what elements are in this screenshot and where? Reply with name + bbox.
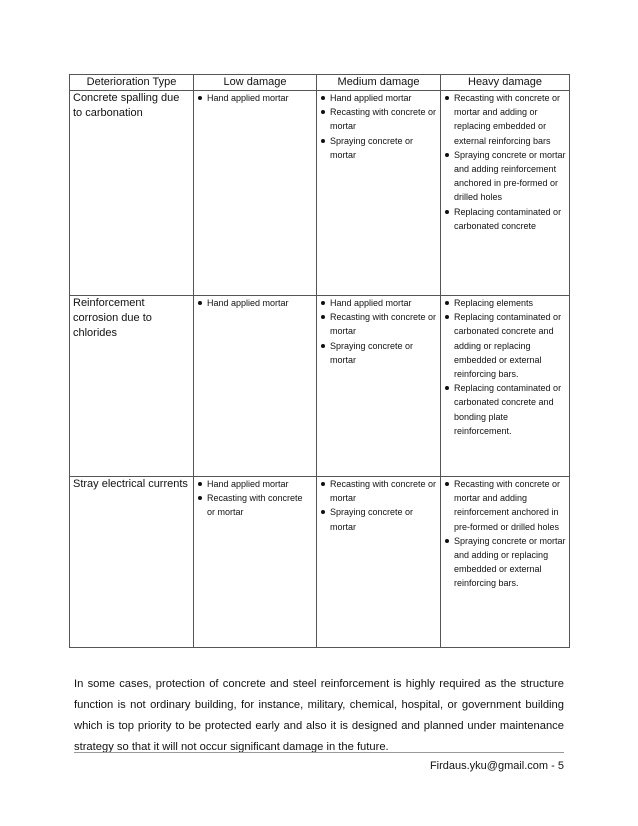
method-item: Hand applied mortar (320, 91, 437, 105)
method-item: Spraying concrete or mortar and adding or replacing embedded or external reinforcing bars. (444, 534, 566, 591)
method-item: Spraying concrete or mortar and adding reinforcement anchored in pre-formed or drilled holes (444, 148, 566, 205)
page-number: - 5 (551, 760, 564, 772)
table-row (70, 477, 570, 648)
low-damage-cell (194, 296, 317, 477)
method-list (197, 296, 313, 310)
heavy-damage-cell (441, 296, 570, 477)
header-low-damage: Low damage (194, 75, 317, 91)
footer-divider (74, 752, 564, 753)
deterioration-type-cell: Reinforcement corrosion due to chlorides (70, 296, 194, 477)
low-damage-cell (194, 91, 317, 296)
method-item: Hand applied mortar (197, 91, 313, 105)
method-item: Replacing contaminated or carbonated concrete (444, 205, 566, 233)
table-row (70, 296, 570, 477)
table-header-row (70, 75, 570, 91)
deterioration-table (69, 74, 570, 648)
table-row (70, 91, 570, 296)
heavy-damage-cell (441, 91, 570, 296)
header-deterioration-type: Deterioration Type (70, 75, 194, 91)
method-list (197, 91, 313, 105)
header-heavy-damage: Heavy damage (441, 75, 570, 91)
method-item: Recasting with concrete or mortar (320, 105, 437, 133)
heavy-damage-cell (441, 477, 570, 648)
method-item: Recasting with concrete or mortar and adding or replacing embedded or external reinforcing bars (444, 91, 566, 148)
method-list (320, 296, 437, 367)
method-item: Hand applied mortar (320, 296, 437, 310)
page-footer (430, 759, 564, 773)
deterioration-type-cell: Concrete spalling due to carbonation (70, 91, 194, 296)
method-item: Hand applied mortar (197, 296, 313, 310)
method-item: Hand applied mortar (197, 477, 313, 491)
method-item: Recasting with concrete or mortar (197, 491, 313, 519)
method-item: Spraying concrete or mortar (320, 134, 437, 162)
method-item: Recasting with concrete or mortar (320, 310, 437, 338)
body-paragraph: In some cases, protection of concrete and steel reinforcement is highly required as the structure function is not ordinary building, for instance, military, chemical, hospital, or government building which is top priority to be protected early and also it is designed and planned under maintenance strategy so that it will not occur significant damage in the future. (74, 678, 564, 753)
method-item: Replacing contaminated or carbonated concrete and adding or replacing embedded or external reinforcing bars. (444, 310, 566, 381)
medium-damage-cell (317, 477, 441, 648)
medium-damage-cell (317, 296, 441, 477)
method-list (320, 477, 437, 534)
method-item: Replacing elements (444, 296, 566, 310)
method-item: Replacing contaminated or carbonated concrete and bonding plate reinforcement. (444, 381, 566, 438)
footer-email: Firdaus.yku@gmail.com (429, 760, 549, 772)
header-medium-damage: Medium damage (317, 75, 441, 91)
method-item: Spraying concrete or mortar (320, 505, 437, 533)
method-list (444, 296, 566, 438)
method-item: Recasting with concrete or mortar (320, 477, 437, 505)
low-damage-cell (194, 477, 317, 648)
method-list (444, 91, 566, 233)
method-list (197, 477, 313, 520)
deterioration-type-cell: Stray electrical currents (70, 477, 194, 648)
method-list (320, 91, 437, 162)
medium-damage-cell (317, 91, 441, 296)
method-item: Spraying concrete or mortar (320, 339, 437, 367)
method-item: Recasting with concrete or mortar and adding reinforcement anchored in pre-formed or drilled holes (444, 477, 566, 534)
method-list (444, 477, 566, 591)
